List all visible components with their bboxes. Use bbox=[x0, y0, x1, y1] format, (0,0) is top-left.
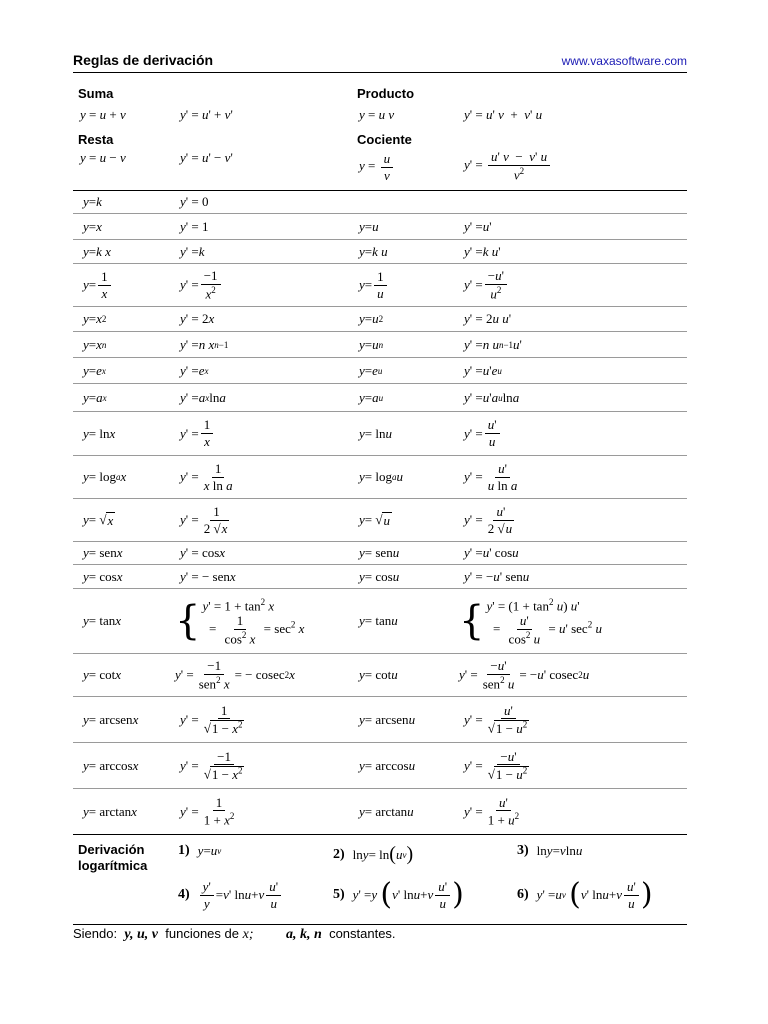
table-row: y = $\frac{1}{x}$ y ' = $\frac{-1}{x^2}$ y = $\frac{1}{u}$ y ' = $\frac{-u'}{u^2}$ bbox=[73, 264, 687, 306]
label-producto: Producto bbox=[357, 86, 415, 101]
formula-resta: y = u − v bbox=[80, 150, 126, 165]
table-row: y = k y ' = 0 bbox=[83, 194, 209, 209]
table-row: y = ln x y ' = $\frac{1}{x}$ y = ln u y ' = $\frac{u'}{u}$ bbox=[73, 412, 687, 455]
table-row: y = cot x y ' = $\frac{-1}{sen^2 x}$ = − cosec 2 x y = cot u y ' = $\frac{-u'}{sen^2 u}$ = − u ' cosec 2 u bbox=[83, 658, 590, 692]
page-header bbox=[73, 50, 687, 73]
derivative-cociente: y' = $\frac{u' v - v' u}{v^2}$ bbox=[464, 150, 552, 182]
label-derivacion-logaritmica: Derivación logarítmica bbox=[78, 842, 148, 873]
log-rule-3: 3) ln y = v ln u bbox=[517, 843, 583, 858]
log-rule-6: 6) y ' = u v ( v ' ln u + v $\frac{u'}{u}$ ) bbox=[517, 877, 653, 913]
table-row: y = x 2 y ' = 2 x y = u 2 y ' = 2 u u ' bbox=[83, 311, 512, 326]
table-row: y = √ x y ' = $\frac{1}{2 √x}$ y = √ u y ' = $\frac{u'}{2 √u}$ bbox=[83, 503, 513, 536]
table-row: y = arccos x y ' = $\frac{-1}{√1 - x^2}$ y = arccos u y ' = $\frac{-u'}{√1 - u^2}$ bbox=[83, 748, 528, 782]
footer-note: Siendo: y, u, v funciones de x; a, k, n constantes. bbox=[73, 926, 396, 942]
formula-producto: y = u v bbox=[359, 107, 395, 122]
table-row: y = x n y ' = n x n−1 y = u n y ' = n u n−1 u ' bbox=[83, 336, 522, 352]
derivative-resta: y' = u' − v' bbox=[180, 150, 233, 165]
table-row: y = arctan x y ' = $\frac{1}{1 + x^2}$ y = arctan u y ' = $\frac{u'}{1 + u^2}$ bbox=[83, 794, 520, 828]
derivative-producto: y' = u' v + v' u bbox=[464, 107, 543, 122]
derivative-suma: y' = u' + v' bbox=[180, 107, 233, 122]
table-row: y = k x y ' = k y = k u y ' = k u ' bbox=[83, 243, 501, 259]
label-resta: Resta bbox=[78, 132, 114, 147]
page-title: Reglas de derivación bbox=[73, 52, 214, 68]
label-suma: Suma bbox=[78, 86, 114, 101]
table-row: y = e x y ' = e x y = e u y ' = u ' e u bbox=[83, 362, 502, 378]
table-row: y = arcsen x y ' = $\frac{1}{√1 - x^2}$ y = arcsen u y ' = $\frac{u'}{√1 - u^2}$ bbox=[83, 702, 528, 736]
formula-cociente: y = $\frac{u}{v}$ bbox=[359, 152, 395, 182]
divider bbox=[73, 924, 687, 925]
log-rule-4: 4) $\frac{y'}{y}$ = v ' ln u + v $\frac{u'}{u}$ bbox=[178, 880, 283, 910]
log-rule-1: 1) y = u v bbox=[178, 843, 222, 858]
table-row: y = a x y ' = a x ln a y = a u y ' = u ' a u ln a bbox=[83, 389, 520, 405]
formula-suma: y = u + v bbox=[80, 107, 126, 122]
label-cociente: Cociente bbox=[357, 132, 412, 147]
divider bbox=[73, 834, 687, 835]
table-row: y = x y ' = 1 y = u y ' = u ' bbox=[83, 218, 492, 234]
website-link[interactable]: www.vaxasoftware.com bbox=[561, 54, 687, 68]
table-row: y = sen x y ' = cos x y = sen u y ' = u ' cos u bbox=[83, 545, 519, 560]
log-rule-5: 5) y ' = y ( v ' ln u + v $\frac{u'}{u}$ ) bbox=[333, 877, 464, 913]
table-row: y = cos x y ' = − sen x y = cos u y ' = − u ' sen u bbox=[83, 568, 530, 584]
log-rule-2: 2) ln y = ln ( u v ) bbox=[333, 843, 414, 865]
table-row: y = log a x y ' = $\frac{1}{\text{x ln a}}$ y = log a u y ' = $\frac{u'}{\text{u ln a}}$ bbox=[83, 460, 518, 493]
table-row: y = tan x { $y' = 1 + \tan^2 x$ = $\frac{1}{\cos^2 x}$ = $\sec^2 x$ y = tan u { $y' = (1 + \tan^2 u)$ u' = $\frac{u'}{\cos^2 u}$ = u' $\sec^2 u$ bbox=[83, 596, 602, 646]
